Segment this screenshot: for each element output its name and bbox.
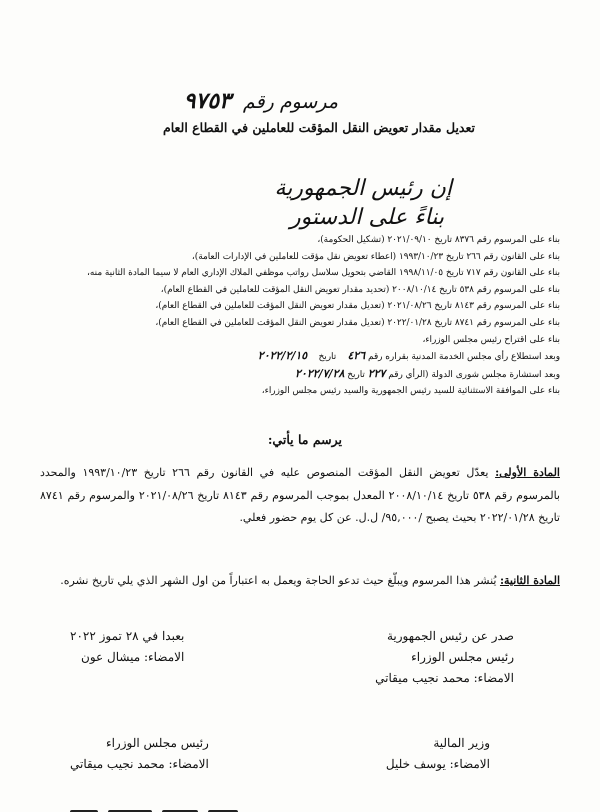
council-date-label: تاريخ bbox=[347, 369, 365, 380]
pm-title: رئيس مجلس الوزراء bbox=[411, 650, 514, 664]
council-text: وبعد استشارة مجلس شورى الدولة (الرأي رقم bbox=[388, 369, 560, 380]
basis-line: بناء على اقتراح رئيس مجلس الوزراء، bbox=[422, 334, 560, 345]
approval-line: بناء على الموافقة الاستثنائية للسيد رئيس الجمهورية والسيد رئيس مجلس الوزراء، bbox=[261, 386, 560, 397]
basis-line: بناء على القانون رقم ٧١٧ تاريخ ١٩٩٨/١١/٠٥ القاضي بتحويل سلاسل رواتب موظفي الملاك الإداري العام لا سيما المادة الثانية منه، bbox=[87, 268, 560, 279]
opinion-date: ٢٠٢٢/٢/١٥ bbox=[257, 349, 308, 363]
decree-title: تعديل مقدار تعويض النقل المؤقت للعاملين في القطاع العام bbox=[162, 120, 475, 135]
signature-block-president bbox=[70, 626, 184, 668]
basis-line: بناء على المرسوم رقم ٨٣٧٦ تاريخ ٢٠٢١/٠٩/١٠ (تشكيل الحكومة)، bbox=[317, 235, 560, 245]
council-line bbox=[20, 366, 560, 384]
opinion-number: ٤٢٦ bbox=[347, 349, 366, 363]
basis-line: بناء على المرسوم رقم ٥٣٨ تاريخ ٢٠٠٨/١٠/١٤ (تحديد مقدار تعويض النقل المؤقت للعاملين في القطاع العام)، bbox=[160, 284, 560, 295]
article-one bbox=[40, 462, 560, 530]
article-one-text: يعدّل تعويض النقل المؤقت المنصوص عليه في القانون رقم ٢٦٦ تاريخ ١٩٩٣/١٠/٢٣ والمحدد بالمرسوم رقم ٥٣٨ تاريخ ٢٠٠٨/١٠/١٤ المعدل بموجب المرسوم رقم ٨١٤٣ تاريخ ٢٠٢١/٠٨/٢٦ والمرسوم رقم ٨٧٤١ تاريخ ٢٠٢٢/٠١/٢٨ بحيث يصبح /٩٥,٠٠٠/ ل.ل. عن كل يوم حضور فعلي. bbox=[40, 466, 560, 525]
pm-signature: الامضاء: محمد نجيب ميقاتي bbox=[375, 671, 514, 685]
article-two bbox=[40, 570, 560, 593]
basis-line: بناء على المرسوم رقم ٨٧٤١ تاريخ ٢٠٢٢/٠١/٢٨ (تعديل مقدار تعويض النقل المؤقت للعاملين في القطاع العام)، bbox=[155, 317, 560, 328]
signature-block-finance bbox=[386, 733, 490, 775]
cut-off-text-fragment bbox=[70, 800, 280, 812]
constitution-heading: بناءً على الدستور bbox=[290, 205, 444, 230]
finance-signature: الامضاء: يوسف خليل bbox=[385, 757, 490, 771]
president-signature: الامضاء: ميشال عون bbox=[81, 650, 185, 664]
basis-line: بناء على المرسوم رقم ٨١٤٣ تاريخ ٢٠٢١/٠٨/٢٦ (تعديل مقدار تعويض النقل المؤقت للعاملين في القطاع العام)، bbox=[155, 301, 560, 312]
opinion-line bbox=[20, 348, 560, 366]
opinion-date-label: تاريخ bbox=[318, 352, 337, 363]
baabda-date: بعبدا في ٢٨ تموز ٢٠٢٢ bbox=[70, 629, 185, 643]
pm-signature-2: الامضاء: محمد نجيب ميقاتي bbox=[70, 757, 209, 771]
issued-by: صدر عن رئيس الجمهورية bbox=[386, 629, 514, 643]
decrees-heading: يرسم ما يأتي: bbox=[267, 432, 342, 447]
basis-line: بناء على القانون رقم ٢٦٦ تاريخ ١٩٩٣/١٠/٢٣ (اعطاء تعويض نقل مؤقت للعاملين في الإدارات العامة)، bbox=[191, 251, 560, 262]
basis-list bbox=[20, 232, 560, 400]
decree-label: مرسوم رقم bbox=[242, 91, 338, 113]
pm-title-2: رئيس مجلس الوزراء bbox=[105, 736, 209, 750]
opinion-text: وبعد استطلاع رأي مجلس الخدمة المدنية بقراره رقم bbox=[368, 352, 560, 363]
decree-number: ٩٧٥٣ bbox=[183, 88, 231, 114]
president-heading: إن رئيس الجمهورية bbox=[274, 176, 452, 201]
signature-block-pm-2 bbox=[70, 733, 209, 775]
article-two-text: يُنشر هذا المرسوم ويبلّغ حيث تدعو الحاجة ويعمل به اعتباراً من اول الشهر الذي يلي تاريخ نشره. bbox=[60, 574, 497, 587]
finance-title: وزير المالية bbox=[433, 736, 490, 750]
article-two-label: المادة الثانية: bbox=[499, 574, 560, 587]
decree-header bbox=[184, 88, 338, 114]
council-number: ٢٢٧ bbox=[367, 366, 386, 380]
article-one-label: المادة الأولى: bbox=[495, 466, 560, 479]
council-date: ٢٠٢٢/٧/٢٨ bbox=[295, 366, 345, 380]
signature-block-pm bbox=[375, 626, 514, 689]
